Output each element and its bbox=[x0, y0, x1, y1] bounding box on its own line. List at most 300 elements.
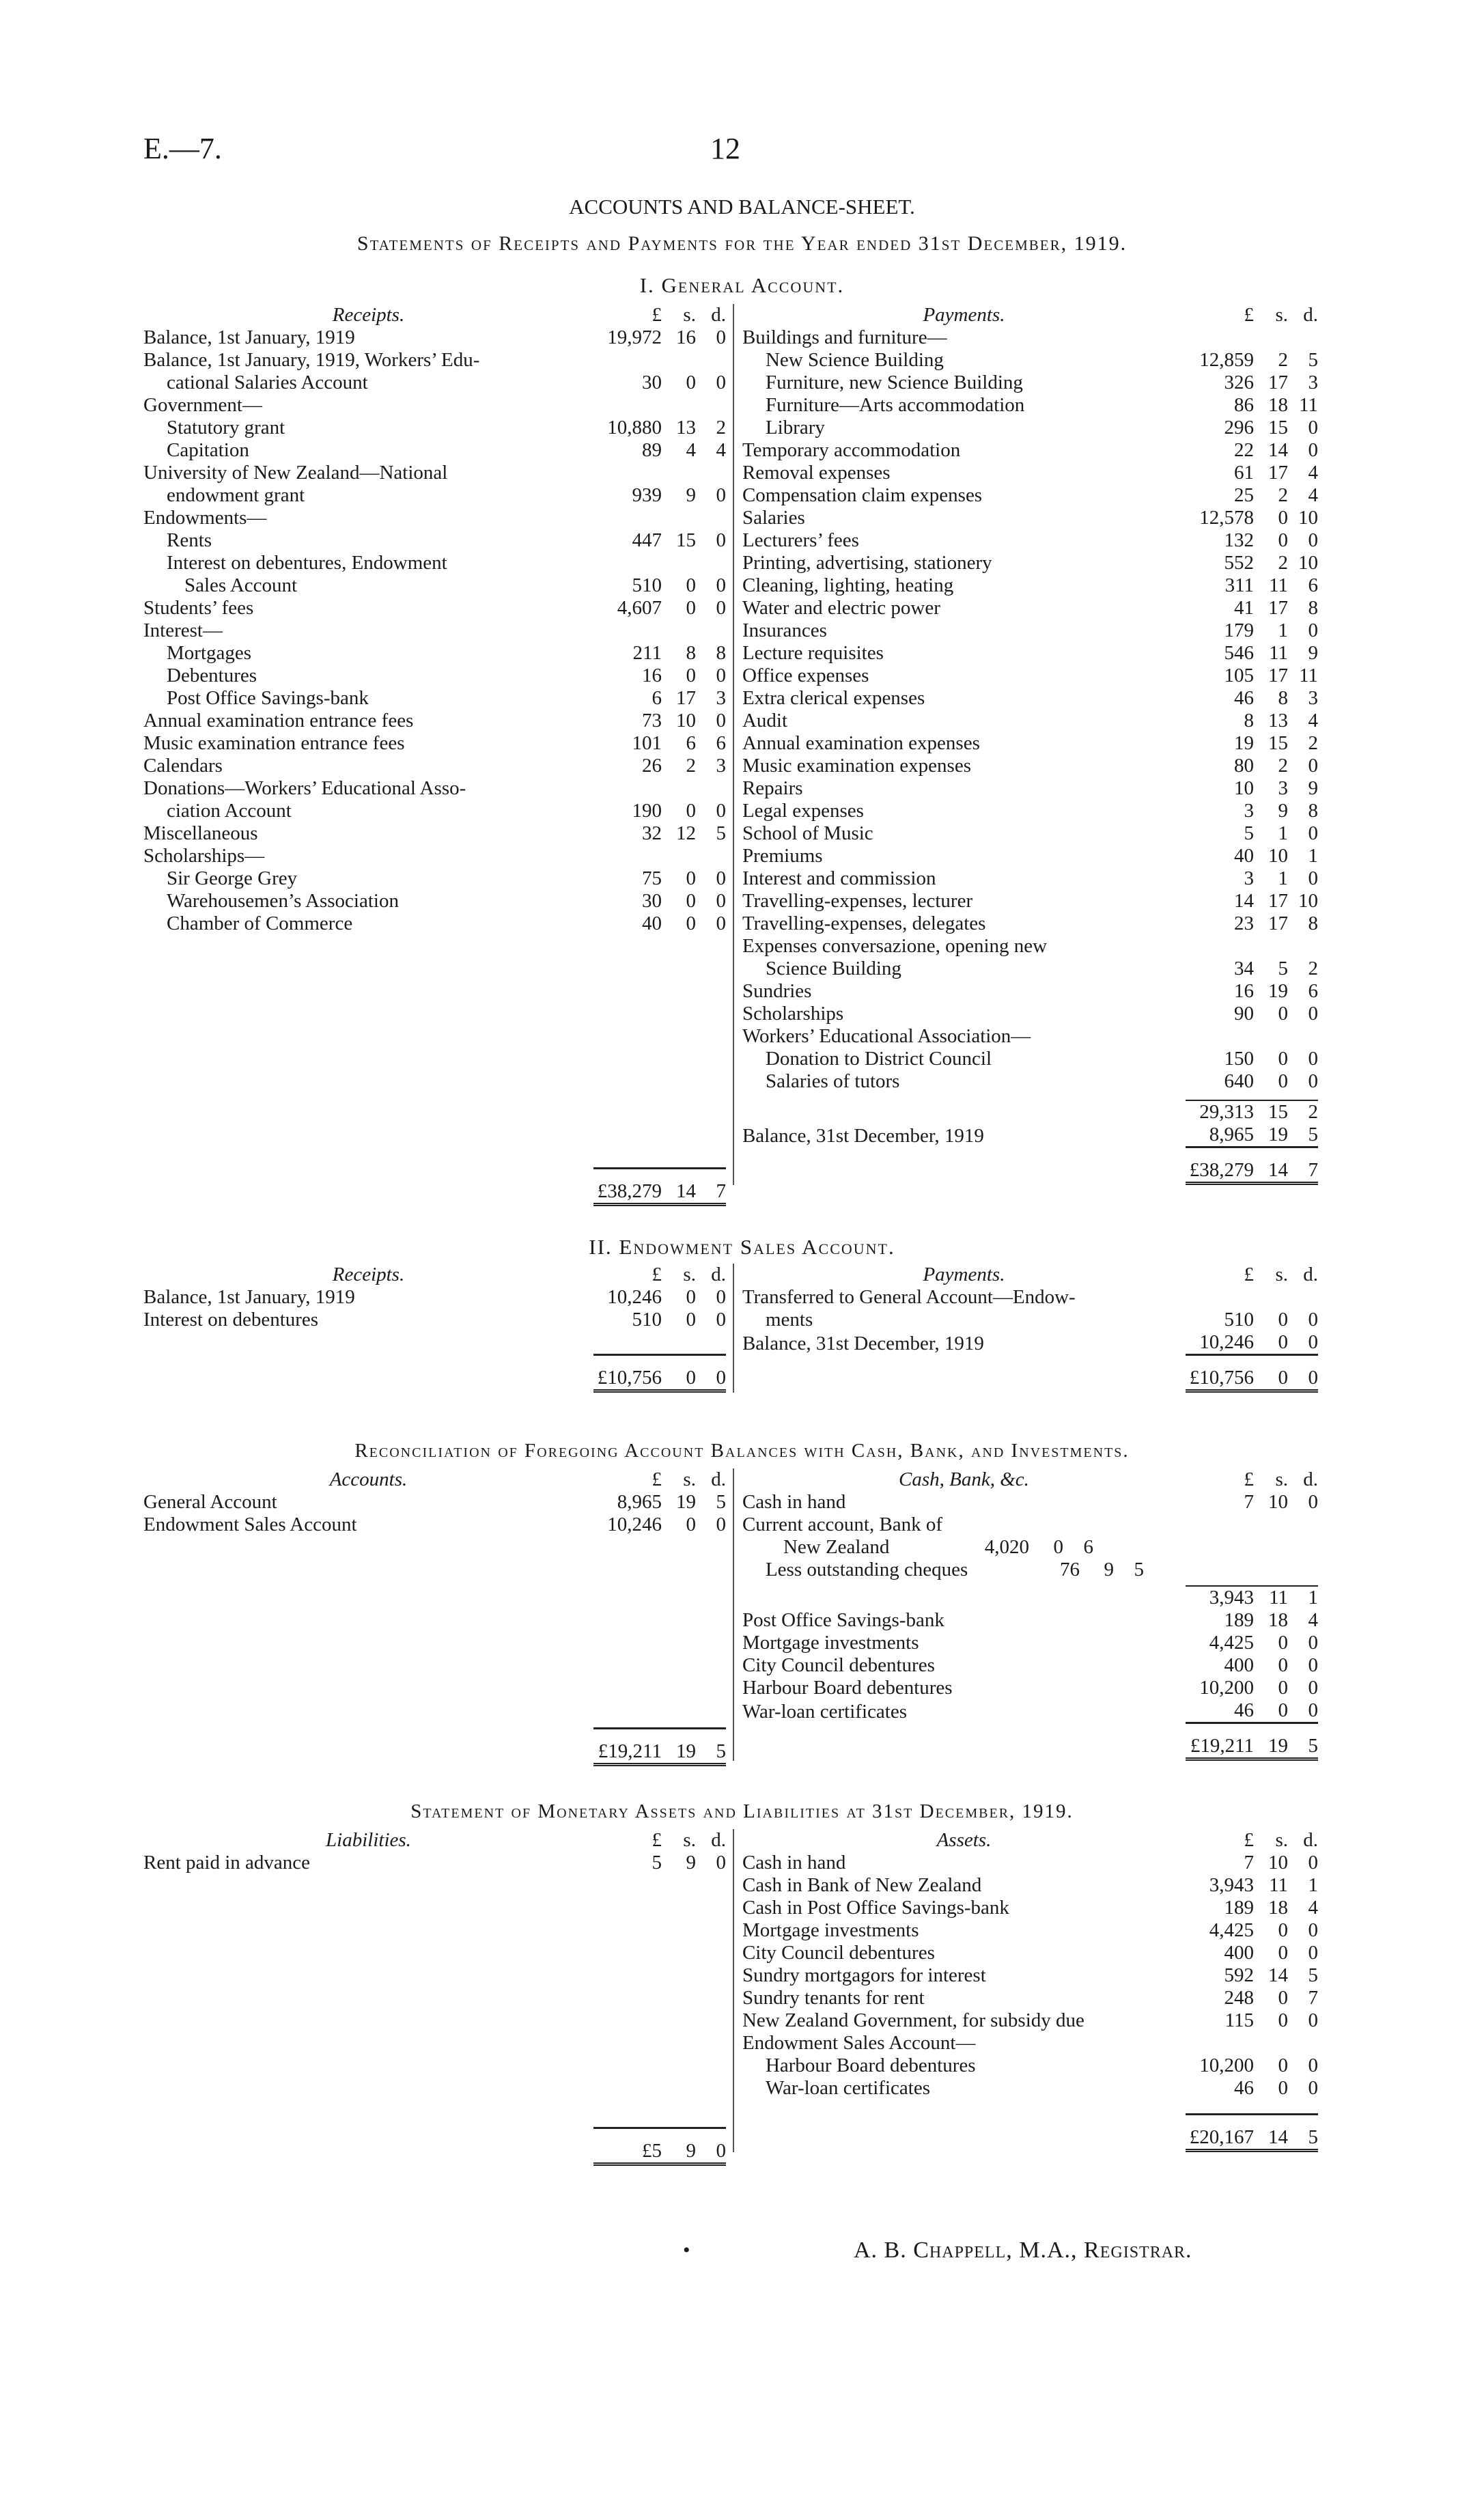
shillings-value: 8 bbox=[686, 642, 696, 664]
account-line bbox=[143, 755, 726, 777]
line-description bbox=[742, 1147, 1186, 1184]
shillings-value: 8 bbox=[1278, 687, 1288, 709]
shillings-value: 11 bbox=[1269, 1874, 1288, 1896]
pence-value: 0 bbox=[716, 867, 726, 889]
pence-value: 10 bbox=[1298, 890, 1318, 912]
pence-value: 0 bbox=[1308, 619, 1318, 641]
pounds-value: 640 bbox=[1224, 1070, 1254, 1092]
reconciliation-title: Reconciliation of Foregoing Account Balances with Cash, Bank, and Investments. bbox=[354, 1440, 1130, 1462]
line-description: Annual examination expenses bbox=[742, 732, 980, 754]
pence-value: 0 bbox=[1308, 529, 1318, 551]
pence-value: 3 bbox=[1308, 687, 1318, 709]
shillings-value: 14 bbox=[1254, 2115, 1288, 2151]
line-description: Endowment Sales Account— bbox=[742, 2032, 976, 2054]
line-description: Interest and commission bbox=[742, 867, 936, 889]
account-line bbox=[742, 574, 1318, 597]
shillings-value: 17 bbox=[1268, 665, 1288, 686]
account-line bbox=[143, 1491, 726, 1514]
pounds-value bbox=[593, 394, 662, 417]
account-line bbox=[143, 529, 726, 552]
shillings-value: 15 bbox=[1254, 1100, 1288, 1124]
shillings-value: 1 bbox=[1278, 822, 1288, 844]
line-description bbox=[742, 2115, 1186, 2151]
line-description: Removal expenses bbox=[742, 462, 891, 484]
statement-subtitle: Statements of Receipts and Payments for the Year ended 31st December, 1919. bbox=[356, 232, 1128, 255]
line-description: endowment grant bbox=[167, 484, 305, 506]
receipts-total bbox=[143, 1355, 726, 1391]
pence-value: 4 bbox=[1308, 710, 1318, 732]
pence-value: 0 bbox=[716, 665, 726, 686]
account-line bbox=[742, 484, 1318, 507]
pounds-value: 211 bbox=[632, 642, 662, 664]
line-description: Transferred to General Account—Endow- bbox=[742, 1286, 1076, 1308]
shillings-value bbox=[662, 552, 696, 574]
account-line bbox=[742, 1048, 1318, 1070]
bank-net-line bbox=[742, 1586, 1318, 1609]
shillings-value: 9 bbox=[662, 2128, 696, 2164]
line-description: Audit bbox=[742, 710, 788, 732]
pounds-value: 30 bbox=[641, 890, 662, 912]
pence-value bbox=[1288, 1025, 1318, 1048]
pence-value: 5 bbox=[1308, 1964, 1318, 1986]
line-description: Sundry mortgagors for interest bbox=[742, 1964, 986, 1986]
line-description: University of New Zealand—National bbox=[143, 462, 448, 484]
pounds-value: 34 bbox=[1234, 958, 1254, 979]
shillings-value: 0 bbox=[1278, 2055, 1288, 2076]
account-line bbox=[742, 1699, 1318, 1723]
pounds-heading: £ bbox=[652, 1264, 662, 1285]
shillings-value: 10 bbox=[1268, 845, 1288, 867]
shillings-value: 13 bbox=[1268, 710, 1288, 732]
shillings-value: 0 bbox=[686, 665, 696, 686]
pounds-value: 592 bbox=[1224, 1964, 1254, 1986]
pounds-value: 7 bbox=[1244, 1491, 1254, 1513]
pence-value: 0 bbox=[716, 1309, 726, 1331]
line-description: New Zealand bbox=[783, 1536, 890, 1558]
account-line bbox=[742, 1677, 1318, 1699]
pence-value: 0 bbox=[1308, 1632, 1318, 1654]
account-line bbox=[742, 529, 1318, 552]
line-description bbox=[143, 1355, 593, 1391]
pence-value: 5 bbox=[1288, 2115, 1318, 2151]
pence-value: 5 bbox=[716, 822, 726, 844]
pounds-value: 311 bbox=[1224, 574, 1254, 596]
pence-value: 0 bbox=[716, 1852, 726, 1874]
shillings-value: 0 bbox=[1278, 1309, 1288, 1331]
pence-value: 0 bbox=[716, 1286, 726, 1308]
pence-value: 4 bbox=[716, 439, 726, 461]
shillings-value: 19 bbox=[1254, 1723, 1288, 1759]
line-description: Current account, Bank of bbox=[742, 1514, 943, 1535]
shillings-value: 0 bbox=[1278, 1003, 1288, 1025]
account-line bbox=[742, 326, 1318, 349]
shillings-value: 2 bbox=[1278, 552, 1288, 574]
pounds-value: 10,246 bbox=[607, 1514, 662, 1535]
line-description: Balance, 1st January, 1919 bbox=[143, 1286, 355, 1308]
account-line bbox=[742, 2009, 1318, 2032]
sub-shillings-value: 9 bbox=[1104, 1559, 1114, 1580]
payments-subtotal bbox=[742, 1100, 1318, 1124]
receipts-heading bbox=[143, 1264, 726, 1286]
shillings-value: 19 bbox=[1268, 980, 1288, 1002]
line-description: City Council debentures bbox=[742, 1942, 935, 1964]
account-line bbox=[742, 462, 1318, 484]
line-description: Extra clerical expenses bbox=[742, 687, 925, 709]
shillings-value bbox=[662, 462, 696, 484]
line-description: Rents bbox=[167, 529, 212, 551]
column-heading: Accounts. bbox=[329, 1468, 408, 1490]
pounds-heading: £ bbox=[652, 1829, 662, 1851]
account-line bbox=[742, 822, 1318, 845]
line-description: Lecture requisites bbox=[742, 642, 884, 664]
line-description: Cash in hand bbox=[742, 1852, 846, 1874]
accounts-heading bbox=[143, 1468, 726, 1491]
shillings-value: 0 bbox=[686, 1286, 696, 1308]
pounds-value: 510 bbox=[632, 1309, 662, 1331]
pence-heading: d. bbox=[1303, 304, 1318, 326]
shillings-value: 11 bbox=[1269, 642, 1288, 664]
account-line bbox=[742, 552, 1318, 574]
pounds-value: 510 bbox=[1224, 1309, 1254, 1331]
account-line bbox=[742, 755, 1318, 777]
account-line bbox=[742, 665, 1318, 687]
pence-value: 0 bbox=[696, 2128, 726, 2164]
account-line bbox=[143, 394, 726, 417]
pence-value: 8 bbox=[1308, 800, 1318, 822]
pence-value: 0 bbox=[716, 890, 726, 912]
line-description: Annual examination entrance fees bbox=[143, 710, 414, 732]
account-line bbox=[742, 890, 1318, 913]
line-description: Balance, 1st January, 1919, Workers’ Edu- bbox=[143, 349, 480, 371]
shillings-value: 17 bbox=[1268, 890, 1288, 912]
pounds-value bbox=[1186, 2032, 1254, 2055]
shillings-value bbox=[1254, 1286, 1288, 1309]
line-description: Office expenses bbox=[742, 665, 869, 686]
sub-pounds-value: 76 bbox=[1059, 1559, 1080, 1580]
line-description: cational Salaries Account bbox=[167, 372, 368, 393]
account-line bbox=[143, 372, 726, 394]
shillings-value: 1 bbox=[1278, 619, 1288, 641]
pence-value: 0 bbox=[1308, 1852, 1318, 1874]
pounds-value: 19 bbox=[1234, 732, 1254, 754]
pounds-heading: £ bbox=[1244, 1829, 1254, 1851]
pounds-heading: £ bbox=[652, 304, 662, 326]
account-line bbox=[742, 1897, 1318, 1919]
shillings-value: 19 bbox=[662, 1729, 696, 1765]
general-receipts bbox=[143, 304, 733, 1206]
pence-value: 0 bbox=[1308, 1070, 1318, 1092]
pounds-value: 3 bbox=[1244, 867, 1254, 889]
shillings-value: 17 bbox=[1268, 913, 1288, 934]
pence-value bbox=[696, 394, 726, 417]
pence-value: 4 bbox=[1308, 484, 1318, 506]
account-line bbox=[143, 845, 726, 867]
pence-value bbox=[696, 777, 726, 800]
line-description: Cash in Bank of New Zealand bbox=[742, 1874, 982, 1896]
column-heading: Receipts. bbox=[332, 1264, 405, 1285]
pence-value: 3 bbox=[716, 687, 726, 709]
line-description: Furniture—Arts accommodation bbox=[765, 394, 1025, 416]
pence-value bbox=[1288, 2032, 1318, 2055]
pounds-value: 4,425 bbox=[1209, 1632, 1254, 1654]
line-description: Salaries bbox=[742, 507, 805, 529]
shillings-value: 9 bbox=[686, 484, 696, 506]
pounds-value: 115 bbox=[1224, 2009, 1254, 2031]
shillings-value: 0 bbox=[686, 913, 696, 934]
line-description: Endowment Sales Account bbox=[143, 1514, 357, 1535]
column-heading: Receipts. bbox=[332, 304, 405, 326]
account-line bbox=[143, 417, 726, 439]
receipts-heading bbox=[143, 304, 726, 326]
account-line bbox=[742, 732, 1318, 755]
account-line bbox=[143, 800, 726, 822]
pounds-value: 189 bbox=[1224, 1609, 1254, 1631]
line-description: Insurances bbox=[742, 619, 827, 641]
pounds-value: 939 bbox=[632, 484, 662, 506]
line-description: Buildings and furniture— bbox=[742, 326, 947, 348]
shillings-value: 14 bbox=[1268, 1964, 1288, 1986]
pounds-value bbox=[1186, 1286, 1254, 1309]
line-description: Temporary accommodation bbox=[742, 439, 961, 461]
shillings-value: 0 bbox=[662, 1355, 696, 1391]
shillings-value: 14 bbox=[1254, 1147, 1288, 1184]
account-line bbox=[742, 1632, 1318, 1654]
line-description: Library bbox=[765, 417, 825, 438]
account-line bbox=[742, 1919, 1318, 1942]
pounds-value: 86 bbox=[1234, 394, 1254, 416]
shillings-value bbox=[1254, 326, 1288, 349]
pence-value: 0 bbox=[716, 326, 726, 348]
line-description: Cash in hand bbox=[742, 1491, 846, 1513]
account-line bbox=[742, 935, 1318, 958]
pounds-value: 3,943 bbox=[1209, 1874, 1254, 1896]
pounds-value: 61 bbox=[1234, 462, 1254, 484]
pence-value: 0 bbox=[1308, 417, 1318, 438]
line-description: Cash in Post Office Savings-bank bbox=[742, 1897, 1009, 1919]
line-description bbox=[742, 1100, 1186, 1124]
pounds-value: 552 bbox=[1224, 552, 1254, 574]
account-line bbox=[742, 1654, 1318, 1677]
shillings-heading: s. bbox=[1275, 1829, 1288, 1851]
shillings-value: 0 bbox=[686, 800, 696, 822]
line-description: Science Building bbox=[765, 958, 901, 979]
shillings-value: 0 bbox=[1278, 1942, 1288, 1964]
line-description bbox=[143, 1169, 593, 1205]
pence-value: 0 bbox=[716, 372, 726, 393]
pounds-value: 4,425 bbox=[1209, 1919, 1254, 1941]
line-description: Post Office Savings-bank bbox=[742, 1609, 944, 1631]
pence-value: 4 bbox=[1308, 1897, 1318, 1919]
shillings-value: 1 bbox=[1278, 867, 1288, 889]
payments-heading bbox=[742, 304, 1318, 326]
pounds-value: 19,972 bbox=[607, 326, 662, 348]
pence-value: 0 bbox=[1308, 1003, 1318, 1025]
pounds-value: 40 bbox=[641, 913, 662, 934]
pence-value bbox=[696, 462, 726, 484]
line-description: Mortgage investments bbox=[742, 1919, 919, 1941]
pounds-value: 3,943 bbox=[1186, 1586, 1254, 1609]
account-line bbox=[742, 1942, 1318, 1964]
pence-value bbox=[696, 619, 726, 642]
pence-value: 0 bbox=[716, 484, 726, 506]
pounds-value bbox=[1186, 935, 1254, 958]
endowment-account-section bbox=[143, 1264, 1318, 1393]
shillings-value bbox=[662, 394, 696, 417]
pounds-value: 8,965 bbox=[1209, 1124, 1254, 1145]
pounds-value: 46 bbox=[1234, 2077, 1254, 2099]
pounds-value bbox=[593, 619, 662, 642]
pounds-value bbox=[593, 349, 662, 372]
pence-value: 5 bbox=[1308, 1124, 1318, 1145]
pounds-value: 132 bbox=[1224, 529, 1254, 551]
pounds-value: 16 bbox=[641, 665, 662, 686]
account-line bbox=[143, 484, 726, 507]
page-number: 12 bbox=[710, 132, 740, 165]
pounds-value: 73 bbox=[641, 710, 662, 732]
pounds-value: 10,880 bbox=[607, 417, 662, 438]
account-line bbox=[143, 462, 726, 484]
cash-heading bbox=[742, 1468, 1318, 1491]
pence-value: 0 bbox=[1308, 867, 1318, 889]
pence-value: 2 bbox=[1288, 1100, 1318, 1124]
account-line bbox=[143, 710, 726, 732]
receipts-total bbox=[143, 1169, 726, 1205]
account-line bbox=[742, 845, 1318, 867]
line-description: Mortgage investments bbox=[742, 1632, 919, 1654]
column-heading: Liabilities. bbox=[326, 1829, 411, 1851]
account-line bbox=[143, 619, 726, 642]
shillings-value: 10 bbox=[1268, 1852, 1288, 1874]
account-line bbox=[742, 507, 1318, 529]
line-description: Less outstanding cheques bbox=[765, 1559, 968, 1580]
shillings-value: 0 bbox=[1278, 1919, 1288, 1941]
line-description: War-loan certificates bbox=[742, 1700, 907, 1723]
assets-heading bbox=[742, 1829, 1318, 1852]
pence-value: 3 bbox=[716, 755, 726, 777]
pence-value: 10 bbox=[1298, 552, 1318, 574]
account-line bbox=[742, 1852, 1318, 1874]
account-line bbox=[143, 732, 726, 755]
account-line bbox=[742, 1003, 1318, 1025]
cash-in-hand-line bbox=[742, 1491, 1318, 1514]
line-description: General Account bbox=[143, 1491, 277, 1513]
line-description: Balance, 31st December, 1919 bbox=[742, 1124, 984, 1147]
endowment-payments bbox=[733, 1264, 1318, 1393]
account-line bbox=[742, 1309, 1318, 1331]
account-line bbox=[143, 574, 726, 597]
pence-value: 0 bbox=[1308, 755, 1318, 777]
line-description: New Zealand Government, for subsidy due bbox=[742, 2009, 1084, 2031]
pence-value: 0 bbox=[1308, 1048, 1318, 1070]
shillings-heading: s. bbox=[683, 1264, 696, 1285]
pounds-value: 10,200 bbox=[1199, 1677, 1254, 1699]
account-line bbox=[742, 2055, 1318, 2077]
pounds-value: 546 bbox=[1224, 642, 1254, 664]
pounds-value: 25 bbox=[1234, 484, 1254, 506]
pounds-value bbox=[593, 777, 662, 800]
line-description: Statutory grant bbox=[167, 417, 285, 438]
shillings-value: 10 bbox=[675, 710, 696, 732]
shillings-value bbox=[662, 777, 696, 800]
pounds-value: 46 bbox=[1234, 687, 1254, 709]
shillings-value bbox=[1254, 1025, 1288, 1048]
assets-total bbox=[742, 2115, 1318, 2151]
pence-value: 8 bbox=[1308, 597, 1318, 619]
pounds-value: 29,313 bbox=[1186, 1100, 1254, 1124]
pounds-value: 10,246 bbox=[1199, 1331, 1254, 1353]
account-line bbox=[143, 1514, 726, 1536]
pounds-value: 75 bbox=[641, 867, 662, 889]
account-line bbox=[143, 890, 726, 913]
shillings-value: 5 bbox=[1278, 958, 1288, 979]
pence-value: 0 bbox=[1308, 1654, 1318, 1676]
line-description: Mortgages bbox=[167, 642, 252, 664]
pounds-value: 10 bbox=[1234, 777, 1254, 799]
account-line bbox=[742, 777, 1318, 800]
pence-heading: d. bbox=[711, 1264, 726, 1285]
account-line bbox=[742, 958, 1318, 980]
pence-value bbox=[696, 349, 726, 372]
line-description: Compensation claim expenses bbox=[742, 484, 983, 506]
account-line bbox=[742, 2077, 1318, 2100]
account-line bbox=[143, 867, 726, 890]
pounds-value: 510 bbox=[632, 574, 662, 596]
account-line bbox=[143, 1309, 726, 1331]
shillings-value: 19 bbox=[1268, 1124, 1288, 1145]
line-description: Sundries bbox=[742, 980, 812, 1002]
monetary-title: Statement of Monetary Assets and Liabilities at 31st December, 1919. bbox=[410, 1800, 1074, 1822]
shillings-value: 0 bbox=[1278, 529, 1288, 551]
line-description bbox=[143, 1729, 593, 1765]
shillings-value: 11 bbox=[1269, 574, 1288, 596]
pounds-value: 10,246 bbox=[607, 1286, 662, 1308]
account-line bbox=[143, 913, 726, 935]
pence-value bbox=[696, 845, 726, 867]
pence-value: 2 bbox=[716, 417, 726, 438]
shillings-value: 0 bbox=[686, 1309, 696, 1331]
pence-value: 6 bbox=[1308, 574, 1318, 596]
pence-value: 7 bbox=[1308, 1987, 1318, 2009]
pence-value: 0 bbox=[1308, 2009, 1318, 2031]
shillings-value: 18 bbox=[1268, 1897, 1288, 1919]
shillings-value: 0 bbox=[686, 867, 696, 889]
account-line bbox=[742, 1874, 1318, 1897]
pence-value: 0 bbox=[1308, 1919, 1318, 1941]
shillings-value: 14 bbox=[662, 1169, 696, 1205]
pence-value: 0 bbox=[716, 597, 726, 619]
shillings-value: 0 bbox=[1254, 1355, 1288, 1391]
pence-heading: d. bbox=[711, 1829, 726, 1851]
pounds-value: £38,279 bbox=[1186, 1147, 1254, 1184]
account-line bbox=[742, 1286, 1318, 1309]
column-heading: Payments. bbox=[923, 1264, 1005, 1285]
pence-value: 5 bbox=[1288, 1723, 1318, 1759]
payments-total bbox=[742, 1147, 1318, 1184]
pounds-value: 46 bbox=[1234, 1699, 1254, 1721]
pence-value: 0 bbox=[716, 710, 726, 732]
shillings-value: 19 bbox=[675, 1491, 696, 1513]
line-description bbox=[742, 1355, 1186, 1391]
outstanding-cheques-line bbox=[742, 1559, 1318, 1581]
pounds-value: 7 bbox=[1244, 1852, 1254, 1874]
shillings-value: 2 bbox=[686, 755, 696, 777]
pence-value: 0 bbox=[1308, 1677, 1318, 1699]
current-account-line bbox=[742, 1514, 1318, 1536]
pounds-value bbox=[593, 462, 662, 484]
pence-value: 2 bbox=[1308, 958, 1318, 979]
account-line bbox=[742, 800, 1318, 822]
shillings-heading: s. bbox=[1275, 1468, 1288, 1490]
